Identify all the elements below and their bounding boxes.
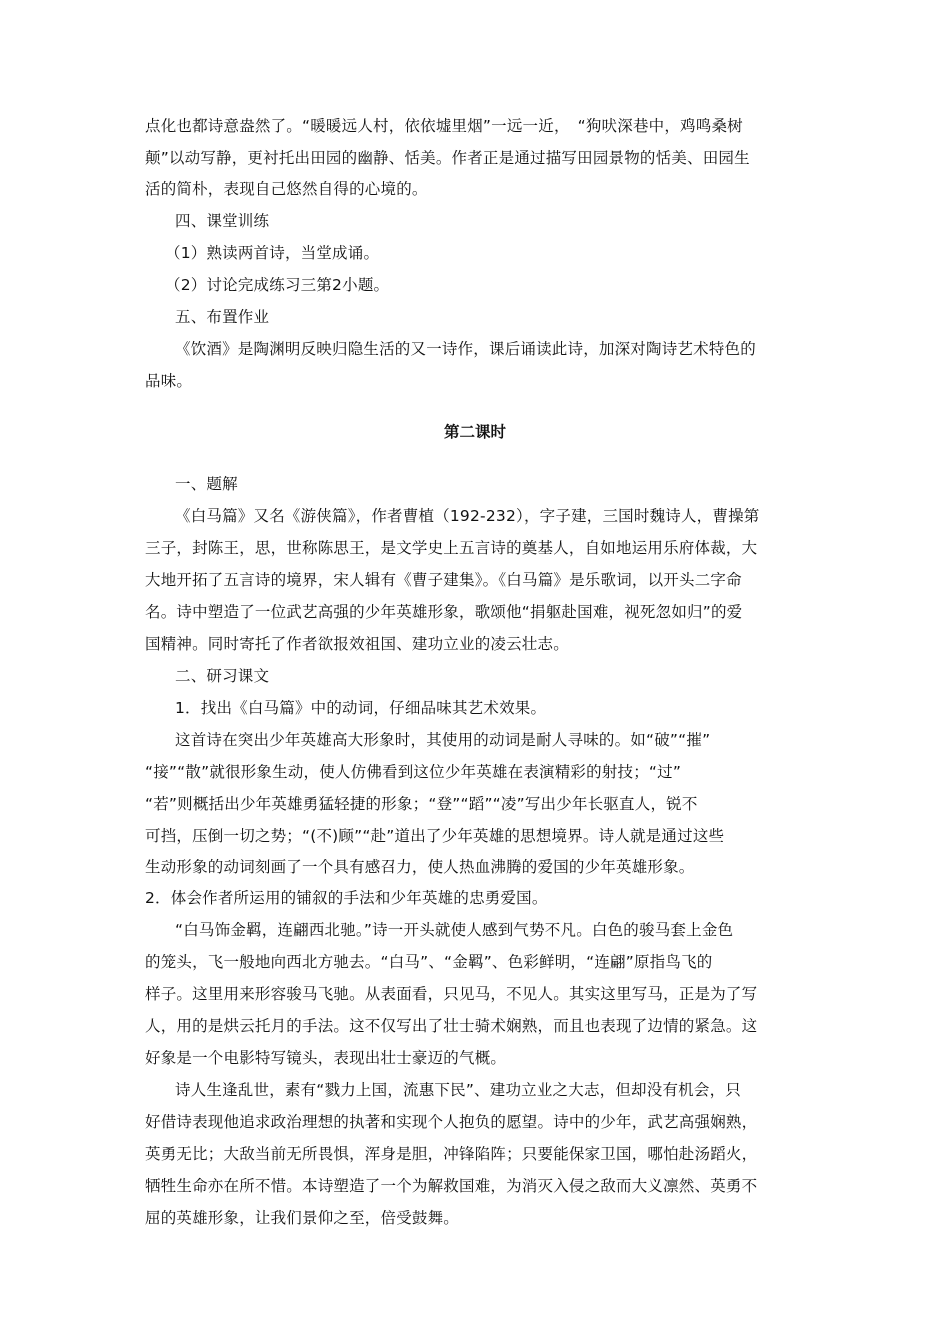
paragraph-line: 三子，封陈王，思，世称陈思王，是文学史上五言诗的奠基人，自如地运用乐府体裁，大 [145,539,758,557]
paragraph-line: 好借诗表现他追求政治理想的执著和实现个人抱负的愿望。诗中的少年，武艺高强娴熟， [145,1113,758,1131]
question-line: 1．找出《白马篇》中的动词，仔细品味其艺术效果。 [175,699,547,717]
paragraph-line: 活的简朴，表现自己悠然自得的心境的。 [145,180,428,198]
question-line: 2．体会作者所运用的铺叙的手法和少年英雄的忠勇爱国。 [145,889,548,907]
paragraph-line: 诗人生逢乱世，素有“戮力上国，流惠下民”、建功立业之大志，但却没有机会，只 [175,1081,741,1099]
paragraph-line: 可挡，压倒一切之势；“(不)顾”“赴”道出了少年英雄的思想境界。诗人就是通过这些 [145,827,725,845]
list-item: （2）讨论完成练习三第2小题。 [165,276,390,294]
paragraph-line: 牺牲生命亦在所不惜。本诗塑造了一个为解救国难，为消灭入侵之敌而大义凛然、英勇不 [145,1177,758,1195]
list-item: （1）熟读两首诗，当堂成诵。 [165,244,380,262]
paragraph-line: 点化也都诗意盎然了。“暖暖远人村，依依墟里烟”一远一近， “狗吠深巷中，鸡鸣桑树 [145,117,743,135]
paragraph-line: 品味。 [145,372,193,390]
paragraph-line: 《白马篇》又名《游侠篇》，作者曹植（192-232），字子建，三国时魏诗人，曹操第 [175,507,760,525]
section-title: 第二课时 [443,423,506,441]
paragraph-line: “接”“散”就很形象生动，使人仿佛看到这位少年英雄在表演精彩的射技；“过” [145,763,682,781]
paragraph-line: 《饮酒》是陶渊明反映归隐生活的又一诗作，课后诵读此诗，加深对陶诗艺术特色的 [175,340,756,358]
paragraph-line: 样子。这里用来形容骏马飞驰。从表面看，只见马，不见人。其实这里写马，正是为了写 [145,985,758,1003]
paragraph-line: 人，用的是烘云托月的手法。这不仅写出了壮士骑术娴熟，而且也表现了边情的紧急。这 [145,1017,758,1035]
section-heading: 五、布置作业 [175,308,270,326]
paragraph-line: 英勇无比；大敌当前无所畏惧，浑身是胆，冲锋陷阵；只要能保家卫国，哪怕赴汤蹈火， [145,1145,758,1163]
paragraph-line: 的笼头，飞一般地向西北方驰去。“白马”、“金羁”、色彩鲜明，“连翩”原指鸟飞的 [145,953,713,971]
section-heading: 二、研习课文 [175,667,270,685]
paragraph-line: 好象是一个电影特写镜头，表现出壮士豪迈的气概。 [145,1049,507,1067]
paragraph-line: 这首诗在突出少年英雄高大形象时，其使用的动词是耐人寻味的。如“破”“摧” [175,731,711,749]
paragraph-line: “若”则概括出少年英雄勇猛轻捷的形象；“登”“蹈”“凌”写出少年长驱直人，锐不 [145,795,698,813]
paragraph-line: 名。诗中塑造了一位武艺高强的少年英雄形象，歌颂他“捐躯赴国难，视死忽如归”的爱 [145,603,743,621]
paragraph-line: 屈的英雄形象，让我们景仰之至，倍受鼓舞。 [145,1209,460,1227]
paragraph-line: 大地开拓了五言诗的境界，宋人辑有《曹子建集》。《白马篇》是乐歌词，以开头二字命 [145,571,742,589]
section-heading: 四、课堂训练 [175,212,270,230]
paragraph-line: 生动形象的动词刻画了一个具有感召力，使人热血沸腾的爱国的少年英雄形象。 [145,858,695,876]
section-heading: 一、题解 [175,475,238,493]
paragraph-line: 颠”以动写静，更衬托出田园的幽静、恬美。作者正是通过描写田园景物的恬美、田园生 [145,149,750,167]
paragraph-line: “白马饰金羁，连翩西北驰。”诗一开头就使人感到气势不凡。白色的骏马套上金色 [175,921,734,939]
paragraph-line: 国精神。同时寄托了作者欲报效祖国、建功立业的凌云壮志。 [145,635,569,653]
